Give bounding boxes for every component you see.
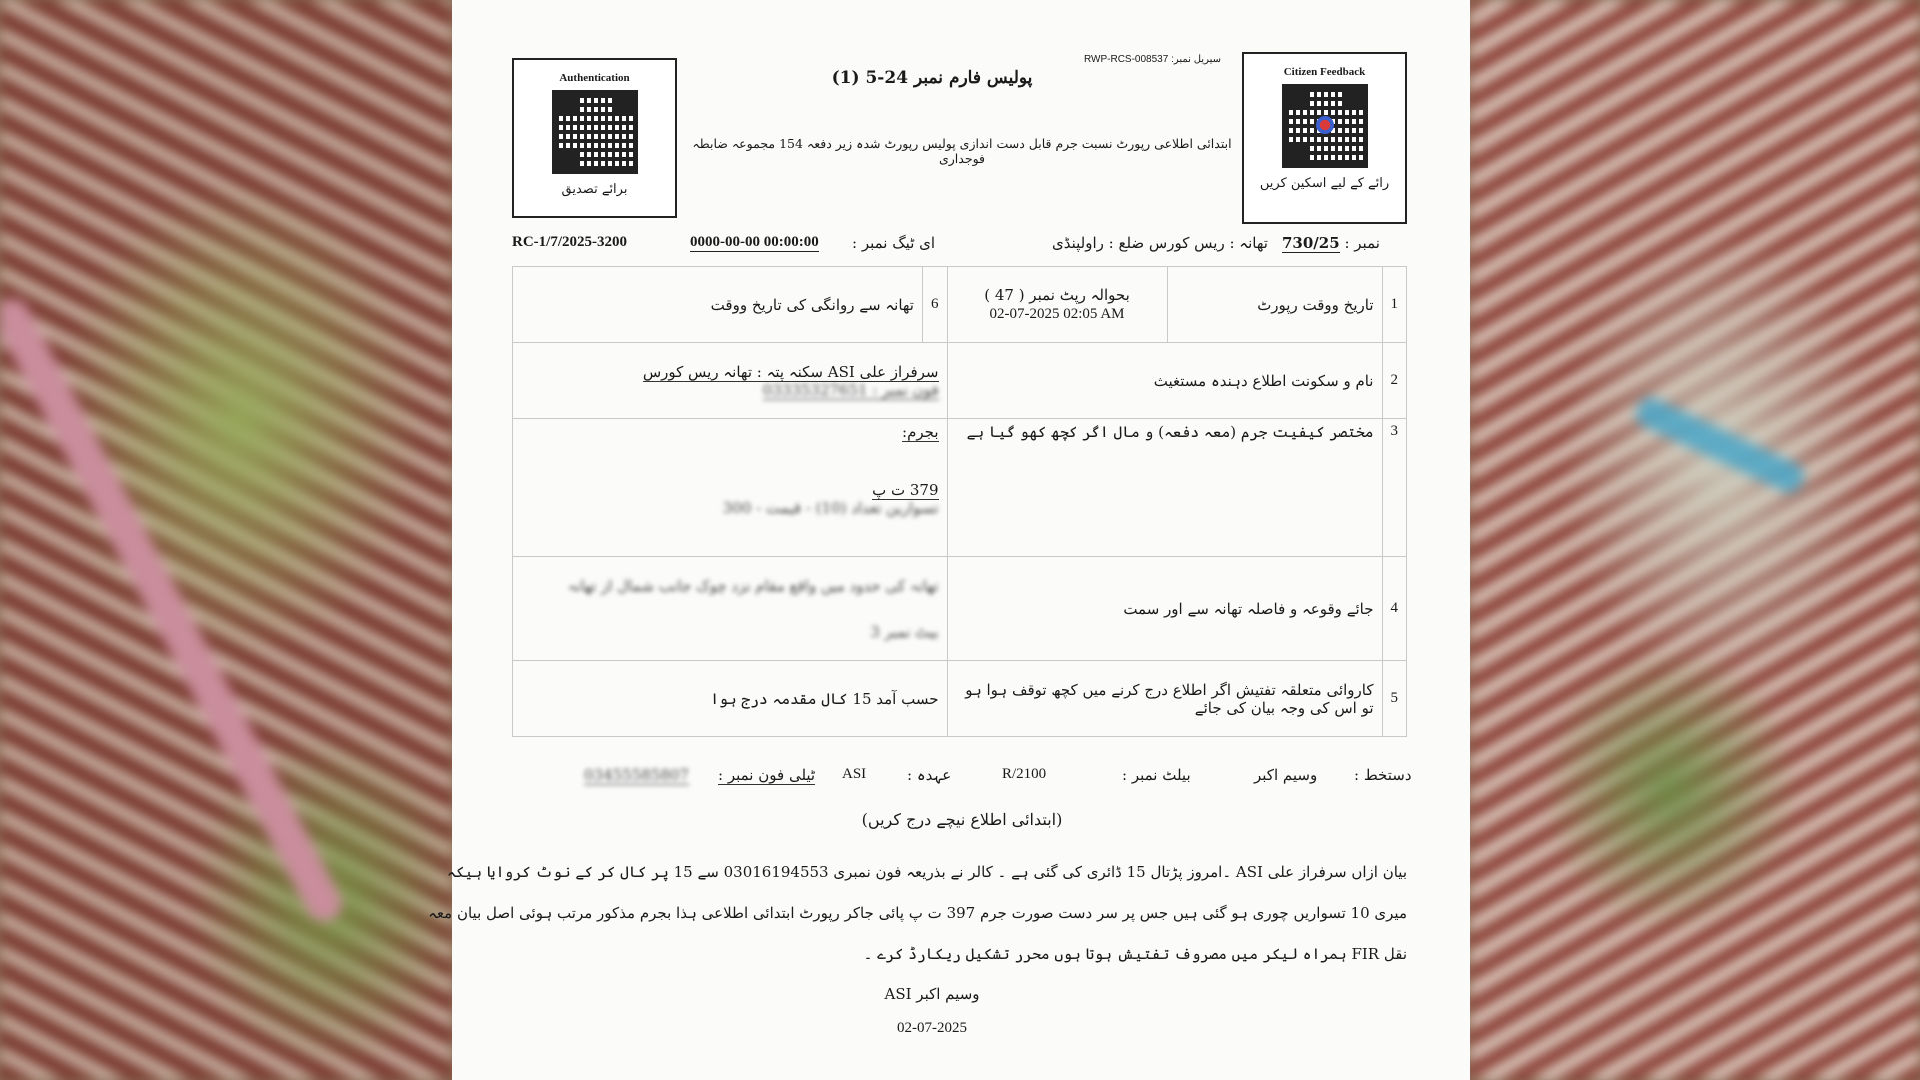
crime-section: 379 ت پ [872,481,939,499]
phone-label: ٹیلی فون نمبر : [718,766,816,784]
stolen-property: تسوارین تعداد (10) - قیمت - 300 [722,499,939,517]
qr-code-icon[interactable] [1282,84,1368,168]
citizen-feedback-caption: رائے کے لیے اسکین کریں [1259,176,1390,191]
sign-label: دستخط : [1354,766,1412,784]
occurrence-place-value [513,557,948,661]
crime-details-label: مختصر کیفیت جرم (معہ دفعہ) و مال اگر کچھ کھو گیا ہے [947,419,1382,557]
blurred-photo-right [1470,0,1920,1080]
citizen-feedback-qr-box [1242,52,1407,224]
signoff-date: 02-07-2025 [897,1020,967,1036]
fir-table [512,266,1407,737]
crime-label: بجرم: [902,423,939,441]
authentication-caption: برائے تصدیق [561,182,628,197]
informant-name: سرفراز علی ASI سکنہ پتہ : تھانہ ریس کورس [642,362,939,381]
citizen-feedback-title: Citizen Feedback [1283,66,1366,78]
statement-line: بیان ازاں سرفراز علی ASI ۔امروز پڑتال 15 ڈائری کی گئی ہے ۔ کالر نے بذریعہ فون نمبری 03016194553 سے 15 پر کال کر کے نوٹ کروایا ہیکہ [446,863,1407,881]
fir-number-value: 730/25 [1282,234,1340,252]
belt-value: R/2100 [1002,766,1047,782]
row-number: 3 [1382,419,1407,557]
table-row [513,267,1407,343]
rank-value: ASI [842,766,867,782]
occurrence-place-label: جائے وقوعہ و فاصلہ تھانہ سے اور سمت [947,557,1382,661]
row-number: 4 [1382,557,1407,661]
fir-document [428,0,1470,1080]
officer-signature-line [512,766,1412,790]
rc-number: RC-1/7/2025-3200 [512,234,627,250]
row-number: 1 [1382,267,1407,343]
signoff-name: وسیم اکبر ASI [884,985,980,1003]
etag-datetime: 0000-00-00 00:00:00 [690,234,819,250]
crime-details-value [513,419,948,557]
occurrence-place: تھانہ کی حدود میں واقع مقام نزد چوک جانب شمال از تھانہ [567,576,939,595]
departure-datetime-label: تھانہ سے روانگی کی تاریخ ووقت [513,267,923,343]
informant-phone: فون نمبر : 03335327651 [762,380,939,399]
report-datetime-label: تاریخ ووقت رپورٹ [1167,267,1382,343]
phone-value: 03455585807 [584,766,689,784]
row-number: 5 [1382,661,1407,737]
report-reference: بحوالہ رپٹ نمبر ( 47 ) [984,286,1130,304]
report-datetime: 02-07-2025 02:05 AM [989,306,1125,322]
form-subtitle: ابتدائی اطلاعی رپورٹ نسبت جرم قابل دست اندازی پولیس رپورٹ شدہ زیر دفعہ 154 مجموعہ ضابطہ فوجداری [692,136,1232,166]
informant-value [513,343,948,419]
belt-label: بیلٹ نمبر : [1122,766,1191,784]
rank-label: عہدہ : [907,766,952,784]
table-row [513,557,1407,661]
delay-reason-label: کاروائی متعلقہ تفتیش اگر اطلاع درج کرنے میں کچھ توقف ہوا ہو تو اس کی وجہ بیان کی جائے [947,661,1382,737]
row-number: 6 [923,267,948,343]
qr-code-icon[interactable] [552,90,638,174]
etag-label: ای ٹیگ نمبر : [852,234,936,252]
delay-reason-value: حسب آمد 15 کال مقدمہ درج ہوا [513,661,948,737]
table-row [513,419,1407,557]
report-datetime-value [947,267,1167,343]
first-info-heading: (ابتدائی اطلاع نیچے درج کریں) [861,810,1063,829]
blurred-photo-left [0,0,452,1080]
informant-label: نام و سکونت اطلاع دہندہ مستغیث [947,343,1382,419]
statement-text [428,852,1407,975]
statement-line: میری 10 تسواریں چوری ہو گئی ہیں جس پر سر دست صورت جرم 397 ت پ پائی جاکر رپورٹ ابتدائی اطلاعی ہذا بجرم مذکور مرتب ہوئی اصل بیان معہ [428,904,1407,922]
reference-line [512,234,1410,260]
authentication-qr-box [512,58,677,218]
fir-number [1282,234,1380,252]
fir-number-label: نمبر : [1344,234,1380,252]
sign-name: وسیم اکبر [1254,766,1318,784]
wire-shape [1632,393,1808,496]
pipe-shape [0,293,348,928]
row-number: 2 [1382,343,1407,419]
beat-number: بیٹ نمبر 3 [870,622,939,641]
authentication-title: Authentication [559,72,630,84]
table-row [513,343,1407,419]
statement-line: نقل FIR ہمراہ لیکر میں مصروف تفتیش ہوتا ہوں محرر تشکیل ریکارڈ کرے ۔ [863,945,1407,963]
serial-number: سیریل نمبر: RWP-RCS-008537 [1084,54,1222,65]
form-title: پولیس فارم نمبر 24-5 (1) [831,68,1033,88]
table-row [513,661,1407,737]
station-district: تھانہ : ریس کورس ضلع : راولپنڈی [1052,234,1268,252]
